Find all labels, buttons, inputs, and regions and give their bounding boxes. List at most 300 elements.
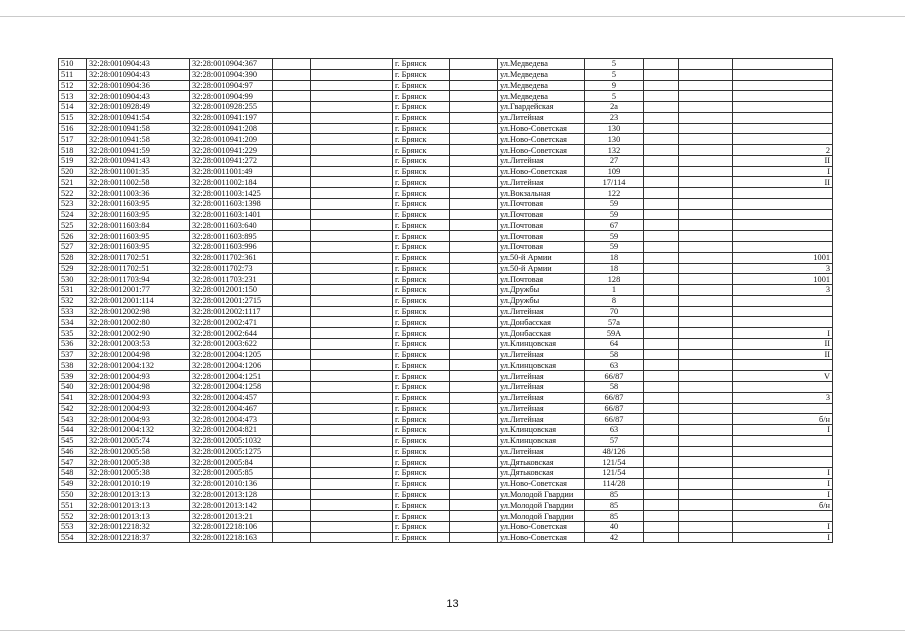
- table-row: [59, 392, 833, 403]
- table-row: [59, 80, 833, 91]
- city-cell: г. Брянск: [393, 59, 450, 70]
- note-cell: I: [733, 468, 833, 479]
- cadastral-number-cell: 32:28:0012013:21: [190, 511, 273, 522]
- empty-cell: [644, 468, 679, 479]
- empty-cell: [273, 263, 311, 274]
- note-cell: [733, 381, 833, 392]
- empty-cell: [644, 457, 679, 468]
- street-cell: ул.Литейная: [498, 414, 585, 425]
- note-cell: 3: [733, 285, 833, 296]
- empty-cell: [644, 145, 679, 156]
- city-cell: г. Брянск: [393, 155, 450, 166]
- empty-cell: [450, 360, 498, 371]
- row-number-cell: 548: [59, 468, 87, 479]
- parent-cadastral-cell: 32:28:0011603:95: [87, 242, 190, 253]
- empty-cell: [273, 59, 311, 70]
- empty-cell: [273, 371, 311, 382]
- row-number-cell: 533: [59, 306, 87, 317]
- parent-cadastral-cell: 32:28:0011703:94: [87, 274, 190, 285]
- row-number-cell: 525: [59, 220, 87, 231]
- house-cell: 70: [585, 306, 644, 317]
- empty-cell: [679, 521, 733, 532]
- row-number-cell: 539: [59, 371, 87, 382]
- empty-cell: [644, 360, 679, 371]
- empty-cell: [450, 59, 498, 70]
- note-cell: [733, 198, 833, 209]
- empty-cell: [311, 231, 393, 242]
- empty-cell: [311, 177, 393, 188]
- parent-cadastral-cell: 32:28:0010941:59: [87, 145, 190, 156]
- cadastral-number-cell: 32:28:0010904:367: [190, 59, 273, 70]
- empty-cell: [644, 274, 679, 285]
- parent-cadastral-cell: 32:28:0012218:37: [87, 532, 190, 543]
- house-cell: 59: [585, 231, 644, 242]
- city-cell: г. Брянск: [393, 392, 450, 403]
- empty-cell: [311, 446, 393, 457]
- empty-cell: [450, 521, 498, 532]
- cadastral-number-cell: 32:28:0012005:1275: [190, 446, 273, 457]
- empty-cell: [679, 446, 733, 457]
- empty-cell: [644, 209, 679, 220]
- city-cell: г. Брянск: [393, 435, 450, 446]
- parent-cadastral-cell: 32:28:0012005:38: [87, 457, 190, 468]
- note-cell: [733, 188, 833, 199]
- row-number-cell: 529: [59, 263, 87, 274]
- house-cell: 1: [585, 285, 644, 296]
- parent-cadastral-cell: 32:28:0012013:13: [87, 500, 190, 511]
- note-cell: [733, 295, 833, 306]
- street-cell: ул.Ново-Советская: [498, 134, 585, 145]
- empty-cell: [311, 102, 393, 113]
- empty-cell: [450, 381, 498, 392]
- empty-cell: [644, 532, 679, 543]
- empty-cell: [311, 532, 393, 543]
- cadastral-number-cell: 32:28:0011702:73: [190, 263, 273, 274]
- empty-cell: [679, 80, 733, 91]
- empty-cell: [644, 242, 679, 253]
- empty-cell: [450, 112, 498, 123]
- city-cell: г. Брянск: [393, 425, 450, 436]
- empty-cell: [450, 414, 498, 425]
- house-cell: 114/28: [585, 478, 644, 489]
- empty-cell: [679, 381, 733, 392]
- empty-cell: [679, 177, 733, 188]
- note-cell: 2: [733, 145, 833, 156]
- empty-cell: [644, 435, 679, 446]
- empty-cell: [644, 285, 679, 296]
- street-cell: ул.Молодой Гвардии: [498, 500, 585, 511]
- note-cell: [733, 102, 833, 113]
- parent-cadastral-cell: 32:28:0012218:32: [87, 521, 190, 532]
- street-cell: ул.Дятьковская: [498, 457, 585, 468]
- row-number-cell: 531: [59, 285, 87, 296]
- empty-cell: [679, 306, 733, 317]
- city-cell: г. Брянск: [393, 317, 450, 328]
- table-row: [59, 457, 833, 468]
- street-cell: ул.Ново-Советская: [498, 166, 585, 177]
- note-cell: [733, 446, 833, 457]
- house-cell: 64: [585, 338, 644, 349]
- cadastral-number-cell: 32:28:0010904:99: [190, 91, 273, 102]
- table-row: [59, 489, 833, 500]
- street-cell: ул.Ново-Советская: [498, 145, 585, 156]
- table-row: [59, 371, 833, 382]
- empty-cell: [450, 403, 498, 414]
- empty-cell: [644, 69, 679, 80]
- row-number-cell: 542: [59, 403, 87, 414]
- empty-cell: [311, 425, 393, 436]
- street-cell: ул.Ново-Советская: [498, 532, 585, 543]
- city-cell: г. Брянск: [393, 521, 450, 532]
- street-cell: ул.Молодой Гвардии: [498, 511, 585, 522]
- empty-cell: [311, 392, 393, 403]
- empty-cell: [311, 435, 393, 446]
- cadastral-number-cell: 32:28:0011603:996: [190, 242, 273, 253]
- empty-cell: [450, 69, 498, 80]
- table-row: [59, 263, 833, 274]
- empty-cell: [679, 231, 733, 242]
- note-cell: [733, 69, 833, 80]
- empty-cell: [679, 360, 733, 371]
- row-number-cell: 537: [59, 349, 87, 360]
- note-cell: [733, 457, 833, 468]
- parent-cadastral-cell: 32:28:0012004:93: [87, 414, 190, 425]
- street-cell: ул.Дружбы: [498, 295, 585, 306]
- street-cell: ул.Литейная: [498, 349, 585, 360]
- empty-cell: [450, 166, 498, 177]
- city-cell: г. Брянск: [393, 360, 450, 371]
- note-cell: V: [733, 371, 833, 382]
- table-row: [59, 338, 833, 349]
- empty-cell: [273, 381, 311, 392]
- empty-cell: [450, 425, 498, 436]
- house-cell: 85: [585, 489, 644, 500]
- street-cell: ул.Литейная: [498, 403, 585, 414]
- cadastral-number-cell: 32:28:0011003:1425: [190, 188, 273, 199]
- cadastral-number-cell: 32:28:0012004:821: [190, 425, 273, 436]
- row-number-cell: 528: [59, 252, 87, 263]
- note-cell: [733, 123, 833, 134]
- house-cell: 59А: [585, 328, 644, 339]
- cadastral-number-cell: 32:28:0010941:197: [190, 112, 273, 123]
- empty-cell: [273, 112, 311, 123]
- parent-cadastral-cell: 32:28:0011003:36: [87, 188, 190, 199]
- row-number-cell: 524: [59, 209, 87, 220]
- empty-cell: [679, 317, 733, 328]
- row-number-cell: 534: [59, 317, 87, 328]
- row-number-cell: 546: [59, 446, 87, 457]
- table-row: [59, 134, 833, 145]
- empty-cell: [273, 155, 311, 166]
- empty-cell: [273, 360, 311, 371]
- empty-cell: [273, 198, 311, 209]
- empty-cell: [679, 414, 733, 425]
- house-cell: 121/54: [585, 457, 644, 468]
- cadastral-number-cell: 32:28:0012002:1117: [190, 306, 273, 317]
- city-cell: г. Брянск: [393, 468, 450, 479]
- table-row: [59, 252, 833, 263]
- empty-cell: [679, 91, 733, 102]
- empty-cell: [644, 263, 679, 274]
- parent-cadastral-cell: 32:28:0012010:19: [87, 478, 190, 489]
- empty-cell: [644, 489, 679, 500]
- table-row: [59, 123, 833, 134]
- city-cell: г. Брянск: [393, 209, 450, 220]
- empty-cell: [311, 403, 393, 414]
- house-cell: 8: [585, 295, 644, 306]
- house-cell: 40: [585, 521, 644, 532]
- table-row: [59, 231, 833, 242]
- city-cell: г. Брянск: [393, 338, 450, 349]
- row-number-cell: 554: [59, 532, 87, 543]
- street-cell: ул.Почтовая: [498, 220, 585, 231]
- empty-cell: [450, 220, 498, 231]
- note-cell: II: [733, 349, 833, 360]
- empty-cell: [679, 457, 733, 468]
- house-cell: 109: [585, 166, 644, 177]
- empty-cell: [311, 69, 393, 80]
- cadastral-number-cell: 32:28:0012218:163: [190, 532, 273, 543]
- row-number-cell: 552: [59, 511, 87, 522]
- empty-cell: [644, 425, 679, 436]
- cadastral-number-cell: 32:28:0011703:231: [190, 274, 273, 285]
- row-number-cell: 523: [59, 198, 87, 209]
- house-cell: 17/114: [585, 177, 644, 188]
- table-row: [59, 285, 833, 296]
- house-cell: 66/87: [585, 414, 644, 425]
- row-number-cell: 514: [59, 102, 87, 113]
- table-row: [59, 381, 833, 392]
- street-cell: ул.Литейная: [498, 306, 585, 317]
- city-cell: г. Брянск: [393, 242, 450, 253]
- cadastral-number-cell: 32:28:0011603:1398: [190, 198, 273, 209]
- city-cell: г. Брянск: [393, 306, 450, 317]
- empty-cell: [273, 328, 311, 339]
- empty-cell: [273, 489, 311, 500]
- parent-cadastral-cell: 32:28:0012004:93: [87, 371, 190, 382]
- empty-cell: [273, 532, 311, 543]
- house-cell: 128: [585, 274, 644, 285]
- row-number-cell: 550: [59, 489, 87, 500]
- empty-cell: [273, 317, 311, 328]
- empty-cell: [311, 511, 393, 522]
- row-number-cell: 527: [59, 242, 87, 253]
- house-cell: 5: [585, 69, 644, 80]
- empty-cell: [273, 177, 311, 188]
- street-cell: ул.Литейная: [498, 371, 585, 382]
- empty-cell: [679, 123, 733, 134]
- city-cell: г. Брянск: [393, 263, 450, 274]
- note-cell: [733, 403, 833, 414]
- street-cell: ул.Почтовая: [498, 231, 585, 242]
- empty-cell: [644, 338, 679, 349]
- city-cell: г. Брянск: [393, 414, 450, 425]
- empty-cell: [450, 209, 498, 220]
- city-cell: г. Брянск: [393, 145, 450, 156]
- parent-cadastral-cell: 32:28:0012001:114: [87, 295, 190, 306]
- empty-cell: [644, 123, 679, 134]
- cadastral-number-cell: 32:28:0011001:49: [190, 166, 273, 177]
- table-row: [59, 242, 833, 253]
- street-cell: ул.Дружбы: [498, 285, 585, 296]
- empty-cell: [450, 392, 498, 403]
- empty-cell: [273, 242, 311, 253]
- empty-cell: [311, 478, 393, 489]
- table-row: [59, 349, 833, 360]
- parent-cadastral-cell: 32:28:0012013:13: [87, 511, 190, 522]
- row-number-cell: 540: [59, 381, 87, 392]
- empty-cell: [450, 317, 498, 328]
- city-cell: г. Брянск: [393, 478, 450, 489]
- empty-cell: [644, 134, 679, 145]
- empty-cell: [644, 91, 679, 102]
- note-cell: [733, 134, 833, 145]
- street-cell: ул.Литейная: [498, 392, 585, 403]
- cadastral-number-cell: 32:28:0011603:1401: [190, 209, 273, 220]
- note-cell: [733, 80, 833, 91]
- street-cell: ул.Почтовая: [498, 274, 585, 285]
- parent-cadastral-cell: 32:28:0011603:95: [87, 209, 190, 220]
- note-cell: 1001: [733, 274, 833, 285]
- note-cell: [733, 220, 833, 231]
- parent-cadastral-cell: 32:28:0010904:43: [87, 91, 190, 102]
- empty-cell: [311, 112, 393, 123]
- house-cell: 66/87: [585, 371, 644, 382]
- parent-cadastral-cell: 32:28:0012001:77: [87, 285, 190, 296]
- cadastral-number-cell: 32:28:0011002:184: [190, 177, 273, 188]
- note-cell: I: [733, 328, 833, 339]
- house-cell: 130: [585, 134, 644, 145]
- empty-cell: [450, 102, 498, 113]
- empty-cell: [273, 188, 311, 199]
- empty-cell: [679, 134, 733, 145]
- empty-cell: [311, 295, 393, 306]
- note-cell: I: [733, 425, 833, 436]
- row-number-cell: 544: [59, 425, 87, 436]
- house-cell: 66/87: [585, 392, 644, 403]
- empty-cell: [679, 59, 733, 70]
- empty-cell: [273, 80, 311, 91]
- parent-cadastral-cell: 32:28:0012002:90: [87, 328, 190, 339]
- table-row: [59, 220, 833, 231]
- empty-cell: [273, 403, 311, 414]
- empty-cell: [450, 468, 498, 479]
- house-cell: 48/126: [585, 446, 644, 457]
- empty-cell: [273, 123, 311, 134]
- empty-cell: [273, 446, 311, 457]
- city-cell: г. Брянск: [393, 123, 450, 134]
- table-row: [59, 209, 833, 220]
- row-number-cell: 515: [59, 112, 87, 123]
- table-row: [59, 478, 833, 489]
- empty-cell: [311, 145, 393, 156]
- cadastral-number-cell: 32:28:0010941:272: [190, 155, 273, 166]
- note-cell: 3: [733, 392, 833, 403]
- empty-cell: [273, 414, 311, 425]
- empty-cell: [273, 457, 311, 468]
- city-cell: г. Брянск: [393, 371, 450, 382]
- empty-cell: [450, 263, 498, 274]
- empty-cell: [273, 478, 311, 489]
- cadastral-number-cell: 32:28:0010928:255: [190, 102, 273, 113]
- empty-cell: [644, 521, 679, 532]
- row-number-cell: 551: [59, 500, 87, 511]
- empty-cell: [679, 478, 733, 489]
- empty-cell: [311, 263, 393, 274]
- register-table-body: [59, 59, 833, 543]
- empty-cell: [273, 295, 311, 306]
- table-row: [59, 166, 833, 177]
- empty-cell: [311, 166, 393, 177]
- note-cell: II: [733, 177, 833, 188]
- cadastral-number-cell: 32:28:0012002:471: [190, 317, 273, 328]
- empty-cell: [644, 306, 679, 317]
- house-cell: 121/54: [585, 468, 644, 479]
- empty-cell: [450, 91, 498, 102]
- empty-cell: [311, 220, 393, 231]
- empty-cell: [311, 134, 393, 145]
- city-cell: г. Брянск: [393, 349, 450, 360]
- street-cell: ул.Медведева: [498, 80, 585, 91]
- empty-cell: [450, 338, 498, 349]
- cadastral-number-cell: 32:28:0010941:208: [190, 123, 273, 134]
- city-cell: г. Брянск: [393, 177, 450, 188]
- house-cell: 59: [585, 242, 644, 253]
- empty-cell: [273, 91, 311, 102]
- row-number-cell: 513: [59, 91, 87, 102]
- house-cell: 2а: [585, 102, 644, 113]
- parent-cadastral-cell: 32:28:0010941:43: [87, 155, 190, 166]
- cadastral-number-cell: 32:28:0012010:136: [190, 478, 273, 489]
- table-row: [59, 425, 833, 436]
- table-row: [59, 468, 833, 479]
- empty-cell: [679, 102, 733, 113]
- empty-cell: [311, 198, 393, 209]
- street-cell: ул.Ново-Советская: [498, 123, 585, 134]
- empty-cell: [311, 80, 393, 91]
- parent-cadastral-cell: 32:28:0012002:98: [87, 306, 190, 317]
- street-cell: ул.Литейная: [498, 446, 585, 457]
- row-number-cell: 538: [59, 360, 87, 371]
- street-cell: ул.Медведева: [498, 69, 585, 80]
- house-cell: 59: [585, 209, 644, 220]
- empty-cell: [679, 511, 733, 522]
- empty-cell: [450, 371, 498, 382]
- note-cell: I: [733, 478, 833, 489]
- cadastral-number-cell: 32:28:0010941:229: [190, 145, 273, 156]
- empty-cell: [679, 489, 733, 500]
- table-row: [59, 59, 833, 70]
- empty-cell: [679, 532, 733, 543]
- cadastral-number-cell: 32:28:0012004:1251: [190, 371, 273, 382]
- parent-cadastral-cell: 32:28:0011002:58: [87, 177, 190, 188]
- table-row: [59, 521, 833, 532]
- row-number-cell: 511: [59, 69, 87, 80]
- parent-cadastral-cell: 32:28:0010904:43: [87, 69, 190, 80]
- empty-cell: [273, 500, 311, 511]
- street-cell: ул.Ново-Советская: [498, 478, 585, 489]
- note-cell: [733, 306, 833, 317]
- empty-cell: [273, 521, 311, 532]
- empty-cell: [273, 231, 311, 242]
- cadastral-number-cell: 32:28:0010941:209: [190, 134, 273, 145]
- house-cell: 23: [585, 112, 644, 123]
- city-cell: г. Брянск: [393, 188, 450, 199]
- parent-cadastral-cell: 32:28:0012004:93: [87, 392, 190, 403]
- empty-cell: [644, 349, 679, 360]
- table-row: [59, 403, 833, 414]
- cadastral-number-cell: 32:28:0012004:467: [190, 403, 273, 414]
